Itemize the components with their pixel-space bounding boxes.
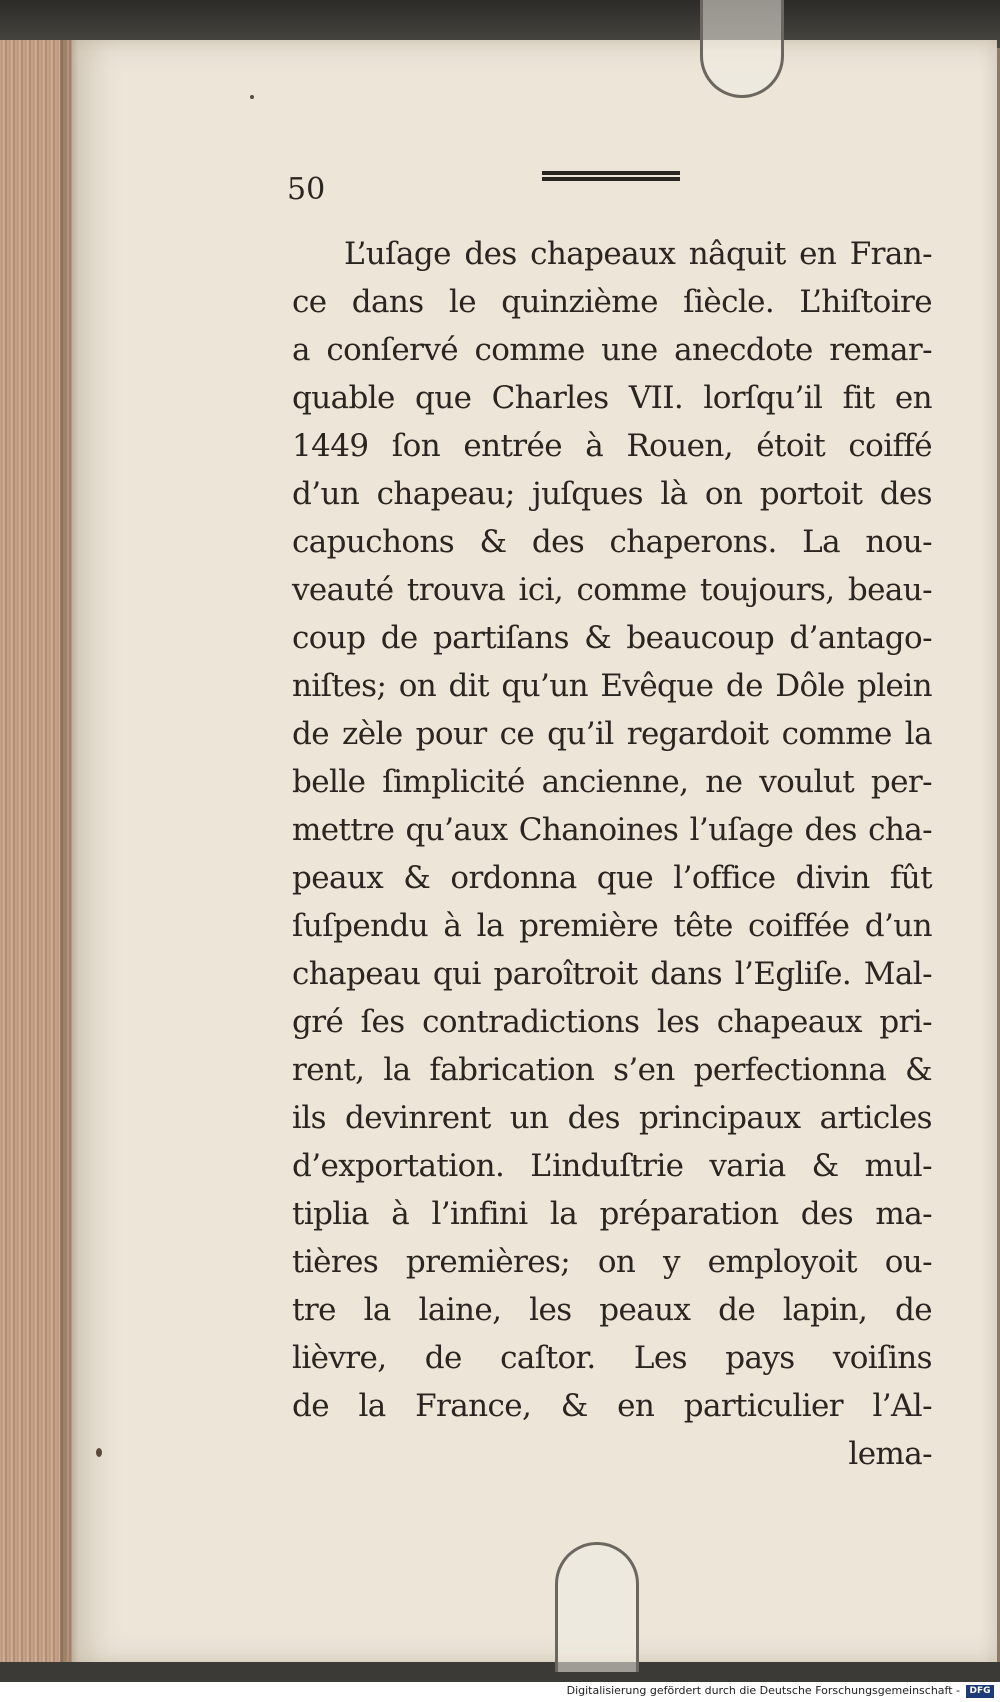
text-line: lièvre, de caſtor. Les pays voiſins <box>292 1340 932 1376</box>
page-number: 50 <box>287 172 326 207</box>
text-line: de la France, & en particulier l’Al- <box>292 1388 932 1424</box>
text-line: L’uſage des chapeaux nâquit en Fran- <box>344 236 932 272</box>
text-line: belle ſimplicité ancienne, ne voulut per- <box>292 764 932 800</box>
body-text <box>292 230 932 1478</box>
text-line: 1449 ſon entrée à Rouen, étoit coiffé <box>292 428 932 464</box>
text-line: d’un chapeau; juſques là on portoit des <box>292 476 932 512</box>
text-line: ils devinrent un des principaux articles <box>292 1100 932 1136</box>
text-line: capuchons & des chaperons. La nou- <box>292 524 932 560</box>
text-line: tre la laine, les peaux de lapin, de <box>292 1292 932 1328</box>
ink-speck <box>250 95 254 99</box>
text-line: ſuſpendu à la première tête coiffée d’un <box>292 908 932 944</box>
text-line: quable que Charles VII. lorſqu’il fit en <box>292 380 932 416</box>
text-line: de zèle pour ce qu’il regardoit comme la <box>292 716 932 752</box>
page-clip-bottom <box>555 1542 639 1672</box>
text-line: chapeau qui paroîtroit dans l’Egliſe. Mal- <box>292 956 932 992</box>
footer-banner <box>0 1682 1000 1702</box>
text-line: tiplia à l’infini la préparation des ma- <box>292 1196 932 1232</box>
scan-background-bottom <box>0 1662 1000 1682</box>
text-line: lema- <box>848 1436 932 1472</box>
text-line: a conſervé comme une anecdote remar- <box>292 332 932 368</box>
footer-credit: Digitalisierung gefördert durch die Deutsche Forschungsgemeinschaft - <box>566 1684 960 1697</box>
text-line: peaux & ordonna que l’office divin fût <box>292 860 932 896</box>
dfg-logo: DFG <box>966 1685 994 1698</box>
page-clip-top <box>700 0 784 98</box>
text-line: veauté trouva ici, comme toujours, beau- <box>292 572 932 608</box>
header-rule <box>542 171 680 185</box>
text-line: tières premières; on y employoit ou- <box>292 1244 932 1280</box>
gutter-shadow <box>60 40 78 1665</box>
text-line: niſtes; on dit qu’un Evêque de Dôle plein <box>292 668 932 704</box>
text-line: ce dans le quinzième ſiècle. L’hiſtoire <box>292 284 932 320</box>
ink-speck <box>96 1448 102 1457</box>
text-line: rent, la fabrication s’en perfectionna & <box>292 1052 932 1088</box>
text-line: coup de partiſans & beaucoup d’antago- <box>292 620 932 656</box>
text-line: mettre qu’aux Chanoines l’uſage des cha- <box>292 812 932 848</box>
text-line: d’exportation. L’induſtrie varia & mul- <box>292 1148 932 1184</box>
text-line: gré ſes contradictions les chapeaux pri- <box>292 1004 932 1040</box>
